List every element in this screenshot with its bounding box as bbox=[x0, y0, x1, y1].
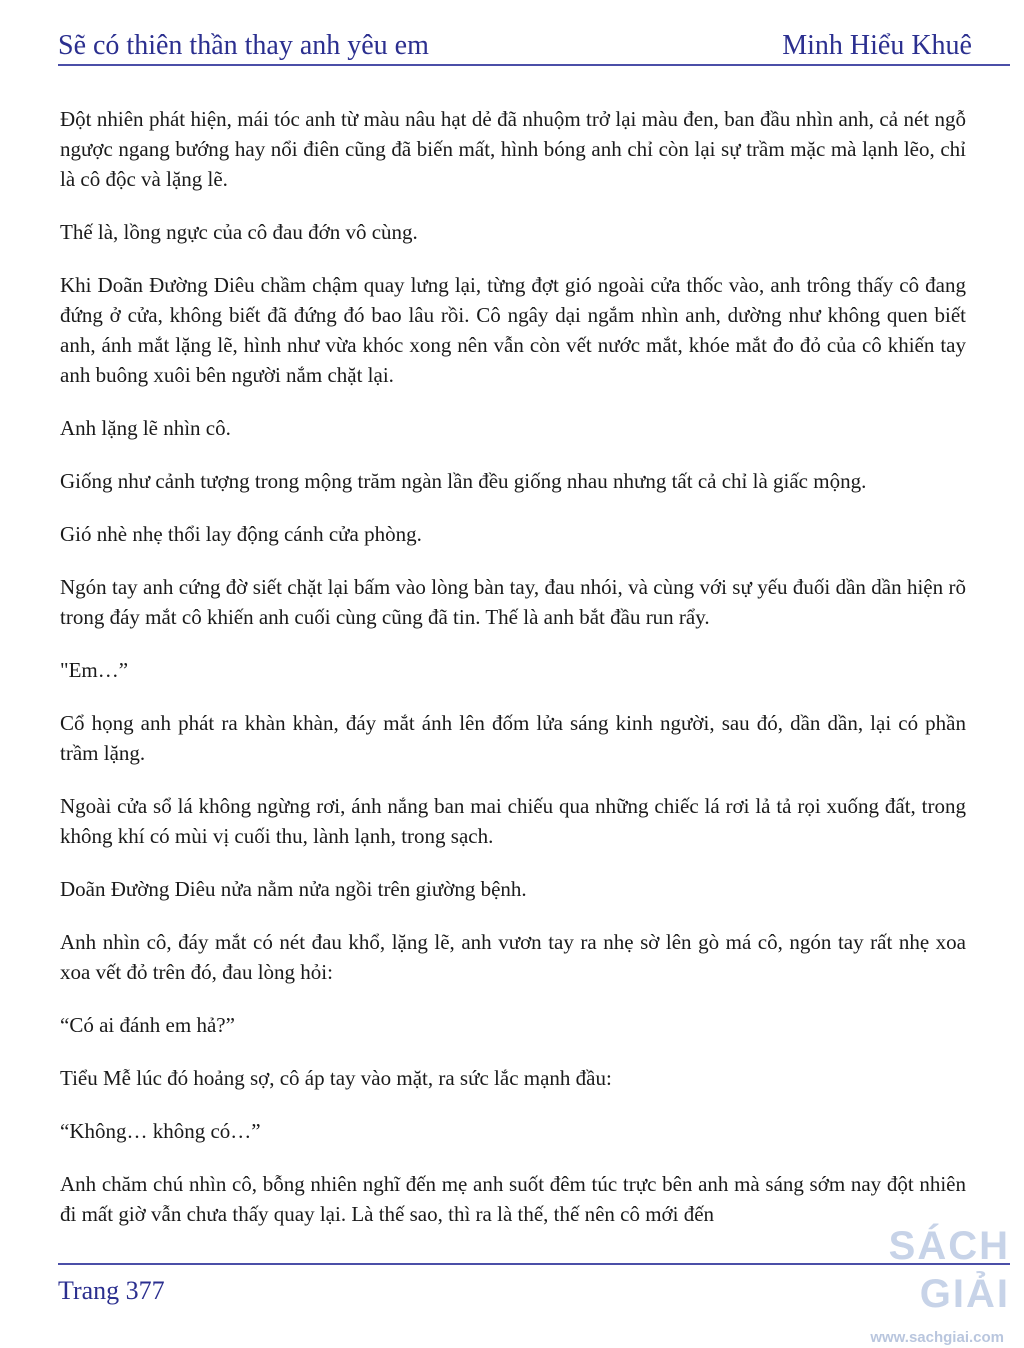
paragraph: Khi Doãn Đường Diêu chầm chậm quay lưng lại, từng đợt gió ngoài cửa thốc vào, anh trông thấy cô đang đứng ở cửa, không biết đã đứng đó bao lâu rồi. Cô ngây dại ngắm nhìn anh, dường như không quen biết anh, ánh mắt lặng lẽ, hình như vừa khóc xong nên vẫn còn vết nước mắt, khóe mắt đo đỏ của cô khiến tay anh buông xuôi bên người nắm chặt lại. bbox=[60, 273, 966, 387]
paragraph: Anh nhìn cô, đáy mắt có nét đau khổ, lặng lẽ, anh vươn tay ra nhẹ sờ lên gò má cô, ngón tay rất nhẹ xoa xoa vết đỏ trên đó, đau lòng hỏi: bbox=[60, 930, 966, 984]
paragraph: Anh lặng lẽ nhìn cô. bbox=[60, 416, 231, 440]
paragraph: Tiểu Mễ lúc đó hoảng sợ, cô áp tay vào mặt, ra sức lắc mạnh đầu: bbox=[60, 1066, 612, 1090]
paragraph: Ngón tay anh cứng đờ siết chặt lại bấm vào lòng bàn tay, đau nhói, và cùng với sự yếu đuối dần dần hiện rõ trong đáy mắt cô khiến anh cuối cùng cũng đã tin. Thế là anh bắt đầu run rẩy. bbox=[60, 575, 966, 629]
paragraph: Cổ họng anh phát ra khàn khàn, đáy mắt ánh lên đốm lửa sáng kinh người, sau đó, dần dần, lại có phần trầm lặng. bbox=[60, 711, 966, 765]
header-divider bbox=[58, 64, 1010, 66]
book-title: Sẽ có thiên thần thay anh yêu em bbox=[58, 30, 429, 61]
paragraph: "Em…” bbox=[60, 658, 129, 682]
page-header bbox=[58, 24, 972, 64]
paragraph: Doãn Đường Diêu nửa nằm nửa ngồi trên giường bệnh. bbox=[60, 877, 527, 901]
paragraph: Thế là, lồng ngực của cô đau đớn vô cùng. bbox=[60, 220, 418, 244]
paragraph: “Có ai đánh em hả?” bbox=[60, 1013, 235, 1037]
paragraph: Đột nhiên phát hiện, mái tóc anh từ màu nâu hạt dẻ đã nhuộm trở lại màu đen, ban đầu nhìn anh, cả nét ngỗ ngược ngang bướng hay nổi điên cũng đã biến mất, hình bóng anh chỉ còn lại sự trầm mặc mà lạnh lẽo, chỉ là cô độc và lặng lẽ. bbox=[60, 107, 966, 191]
author-name: Minh Hiểu Khuê bbox=[782, 30, 972, 61]
watermark bbox=[812, 1218, 1010, 1346]
paragraph: Ngoài cửa sổ lá không ngừng rơi, ánh nắng ban mai chiếu qua những chiếc lá rơi lả tả rọi xuống đất, trong không khí có mùi vị cuối thu, lành lạnh, trong sạch. bbox=[60, 794, 966, 848]
paragraph: Anh chăm chú nhìn cô, bỗng nhiên nghĩ đến mẹ anh suốt đêm túc trực bên anh mà sáng sớm nay đột nhiên đi mất giờ vẫn chưa thấy quay lại. Là thế sao, thì ra là thế, thế nên cô mới đến bbox=[60, 1172, 966, 1226]
watermark-logo: SÁCH GIẢI bbox=[888, 1224, 1010, 1316]
paragraph: “Không… không có…” bbox=[60, 1119, 261, 1143]
paragraph: Gió nhè nhẹ thổi lay động cánh cửa phòng. bbox=[60, 522, 422, 546]
page-body bbox=[60, 104, 966, 1252]
page-number: Trang 377 bbox=[58, 1276, 165, 1305]
watermark-url: www.sachgiai.com bbox=[870, 1329, 1004, 1346]
paragraph: Giống như cảnh tượng trong mộng trăm ngàn lần đều giống nhau nhưng tất cả chỉ là giấc mộng. bbox=[60, 469, 867, 493]
